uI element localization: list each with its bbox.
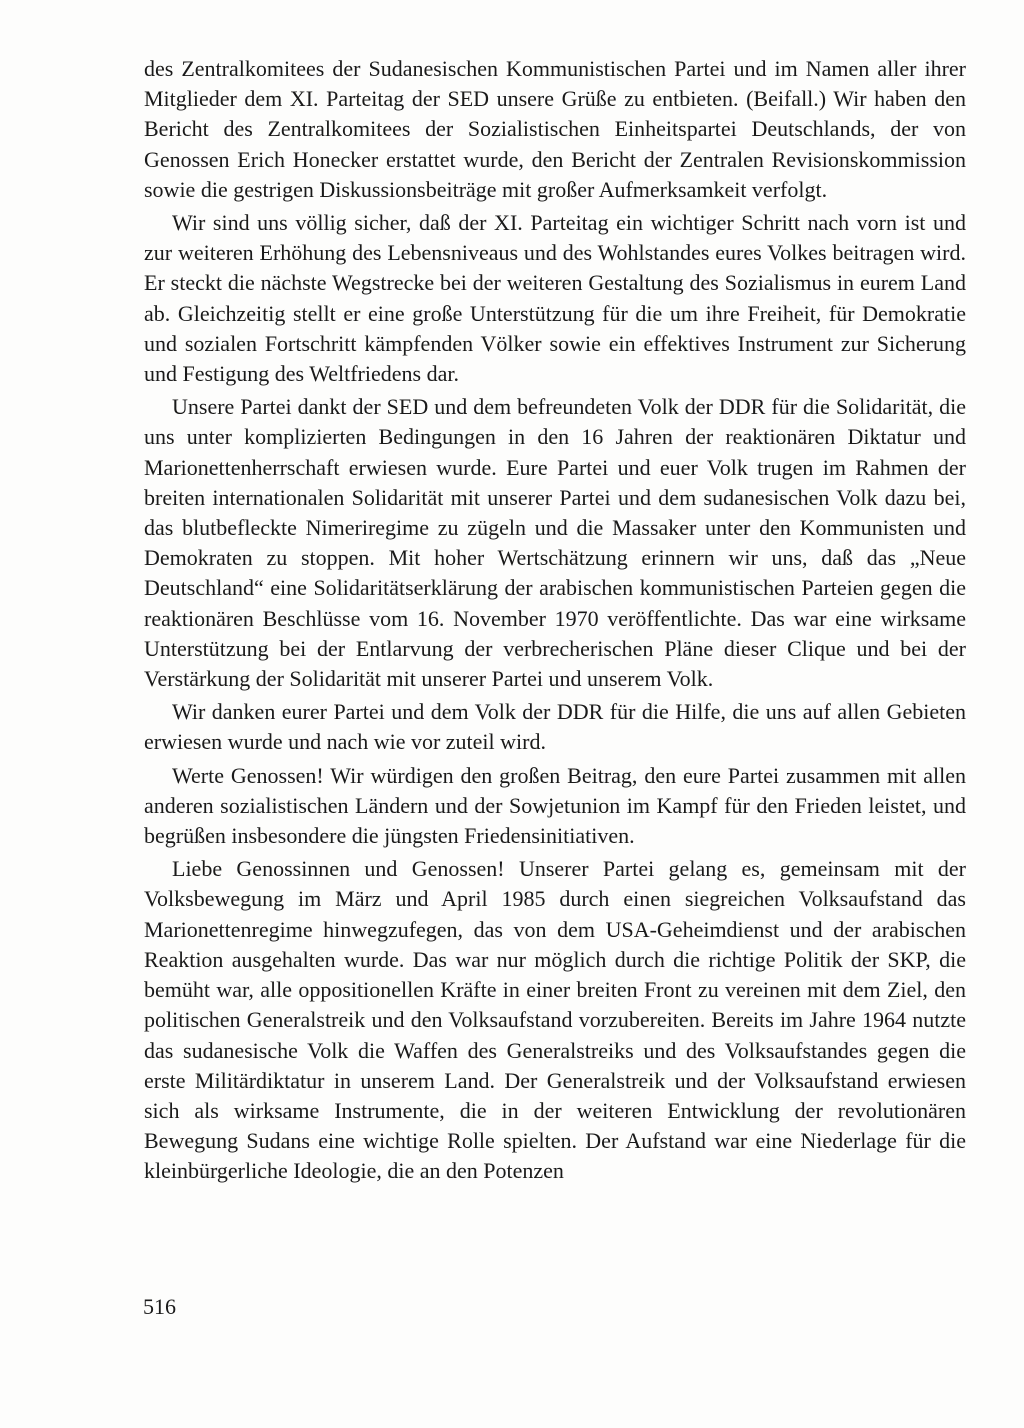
paragraph-5: Werte Genossen! Wir würdigen den großen Beitrag, den eure Partei zusammen mit allen anderen sozialistischen Ländern und der Sowjetunion im Kampf für den Frieden leistet, und begrüßen insbesondere die jüngsten Friedensinitiativen. xyxy=(144,762,966,849)
paragraph-2: Wir sind uns völlig sicher, daß der XI. Parteitag ein wichtiger Schritt nach vorn ist und zur weiteren Erhöhung des Lebensniveaus und des Wohlstandes eures Volkes beitragen wird. Er steckt die nächste Wegstrecke bei der weiteren Gestaltung des Sozialismus in eurem Land ab. Gleichzeitig stellt er eine große Unterstützung für die um ihre Freiheit, für Demokratie und sozialen Fortschritt kämpfenden Völker sowie ein effektives Instrument zur Sicherung und Festigung des Weltfriedens dar. xyxy=(144,210,966,387)
body-text xyxy=(144,54,966,1190)
page-number: 516 xyxy=(143,1294,176,1319)
paragraph-1: des Zentralkomitees der Sudanesischen Kommunistischen Partei und im Namen aller ihrer Mitglieder dem XI. Parteitag der SED unsere Grüße zu entbieten. (Beifall.) Wir haben den Bericht des Zentralkomitees der Sozialistischen Einheitspartei Deutschlands, der von Genossen Erich Honecker erstattet wurde, den Bericht der Zentralen Revisionskommission sowie die gestrigen Diskussionsbeiträge mit großer Aufmerksamkeit verfolgt. xyxy=(144,56,966,202)
paragraph-6: Liebe Genossinnen und Genossen! Unserer Partei gelang es, gemeinsam mit der Volksbewegung im März und April 1985 durch einen siegreichen Volksaufstand das Marionettenregime hinwegzufegen, das von dem USA-Geheimdienst und der arabischen Reaktion ausgehalten wurde. Das war nur möglich durch die richtige Politik der SKP, die bemüht war, alle oppositionellen Kräfte in einer breiten Front zu vereinen mit dem Ziel, den politischen Generalstreik und den Volksaufstand vorzubereiten. Bereits im Jahre 1964 nutzte das sudanesische Volk die Waffen des Generalstreiks und des Volksaufstandes gegen die erste Militärdiktatur in unserem Land. Der Generalstreik und der Volksaufstand erwiesen sich als wirksame Instrumente, die in der weiteren Entwicklung der revolutionären Bewegung Sudans eine wichtige Rolle spielten. Der Aufstand war eine Niederlage für die kleinbürgerliche Ideologie, die an den Potenzen xyxy=(144,856,966,1184)
paragraph-3: Unsere Partei dankt der SED und dem befreundeten Volk der DDR für die Solidarität, die uns unter komplizierten Bedingungen in den 16 Jahren der reaktionären Diktatur und Marionettenherrschaft erwiesen wurde. Eure Partei und euer Volk trugen im Rahmen der breiten internationalen Solidarität mit unserer Partei und dem sudanesischen Volk dazu bei, das blutbefleckte Nimeriregime zu zügeln und die Massaker unter den Kommunisten und Demokraten zu stoppen. Mit hoher Wertschätzung erinnern wir uns, daß das „Neue Deutschland“ eine Solidaritätserklärung der arabischen kommunistischen Parteien gegen die reaktionären Beschlüsse vom 16. November 1970 veröffentlichte. Das war eine wirksame Unterstützung bei der Entlarvung der verbrecherischen Pläne dieser Clique und bei der Verstärkung der Solidarität mit unserer Partei und unserem Volk. xyxy=(144,394,966,692)
paragraph-4: Wir danken eurer Partei und dem Volk der DDR für die Hilfe, die uns auf allen Gebieten erwiesen wurde und nach wie vor zuteil wird. xyxy=(144,699,966,755)
